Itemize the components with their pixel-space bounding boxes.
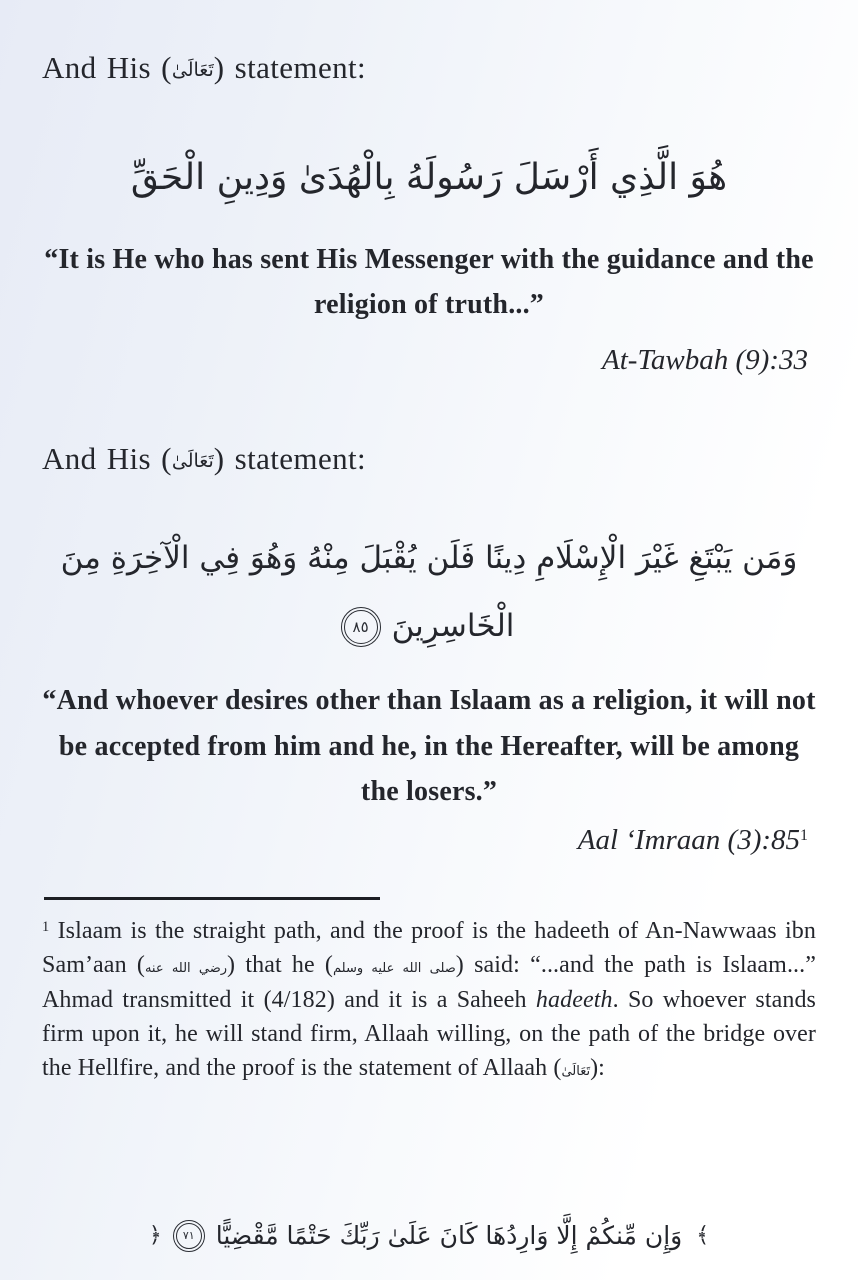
ornate-bracket-left: ﴿	[148, 1222, 162, 1248]
footnote-mark-superscript: 1	[800, 827, 808, 845]
footer-quran-verse-arabic: وَإِن مِّنكُمْ إِلَّا وَارِدُهَا كَانَ عَلَىٰ رَبِّكَ حَتْمًا مَّقْضِيًّا	[215, 1221, 683, 1250]
statement-intro-2-post: ) statement:	[213, 440, 367, 476]
quran-verse-arabic-1: هُوَ الَّذِي أَرْسَلَ رَسُولَهُ بِالْهُدَىٰ وَدِينِ الْحَقِّ	[130, 157, 728, 198]
quran-verse-arabic-2-line2	[42, 597, 816, 656]
footnote-separator-rule	[44, 897, 380, 900]
quran-verse-arabic-2-line1: وَمَن يَبْتَغِ غَيْرَ الْإِسْلَامِ دِينًا فَلَن يُقْبَلَ مِنْهُ وَهُوَ فِي الْآخِرَةِ مِنَ	[60, 539, 798, 576]
ayah-number-circle-71: ٧١	[176, 1223, 202, 1249]
statement-intro-2-pre: And His (	[42, 440, 172, 476]
footnote-seg-2: ) that he (	[227, 952, 334, 979]
taala-honorific-arabic: تَعَالَىٰ	[171, 449, 214, 472]
quran-verse-arabic-2-word: الْخَاسِرِينَ	[391, 608, 515, 645]
verse-reference-1-text: At-Tawbah (9):33	[602, 343, 808, 376]
taala-honorific-arabic: تَعَالَىٰ	[561, 1063, 591, 1079]
radiallahu-anhu-honorific-arabic: رضي الله عنه	[144, 961, 228, 977]
ayah-number-circle-85: ٨٥	[344, 610, 378, 644]
statement-intro-2	[42, 441, 816, 477]
statement-intro-1-post: ) statement:	[213, 50, 367, 85]
footnote-text	[42, 914, 816, 1084]
footnote-seg-1: Islaam is the straight path, and the proof is the hadeeth of An-Nawwaas ibn Sam’aan (	[42, 918, 816, 979]
ornate-bracket-right: ﴾	[696, 1222, 710, 1248]
statement-intro-1-pre: And His (	[42, 50, 172, 85]
footnote-marker: 1	[42, 919, 50, 936]
verse-translation-1: “It is He who has sent His Messenger with the guidance and the religion of truth...”	[44, 243, 814, 321]
verse-translation-2: “And whoever desires other than Islaam as a religion, it will not be accepted from him and he, in the Hereafter, will be among the losers.”	[42, 685, 816, 808]
verse-reference-1	[42, 344, 816, 377]
footnote-seg-3: ) said: “...and the path is Islaam...” Ahmad transmitted it (4/182) and it is a Saheeh	[42, 952, 817, 1013]
statement-intro-1	[42, 50, 816, 86]
footnote-seg-4: . So whoever stands firm upon it, he will stand firm, Allaah willing, on the path of the bridge over the Hellfire, and the proof is the statement of Allaah (	[42, 986, 816, 1081]
verse-reference-2-text: Aal ‘Imraan (3):85	[577, 824, 801, 857]
footer-quran-verse	[0, 1213, 858, 1258]
footnote-italic-hadeeth: hadeeth	[535, 986, 613, 1013]
taala-honorific-arabic: تَعَالَىٰ	[171, 59, 214, 81]
sallallahu-alayhi-wasallam-honorific-arabic: صلى الله عليه وسلم	[333, 961, 456, 977]
verse-reference-2	[42, 824, 816, 857]
footnote-seg-5: ):	[590, 1054, 605, 1081]
